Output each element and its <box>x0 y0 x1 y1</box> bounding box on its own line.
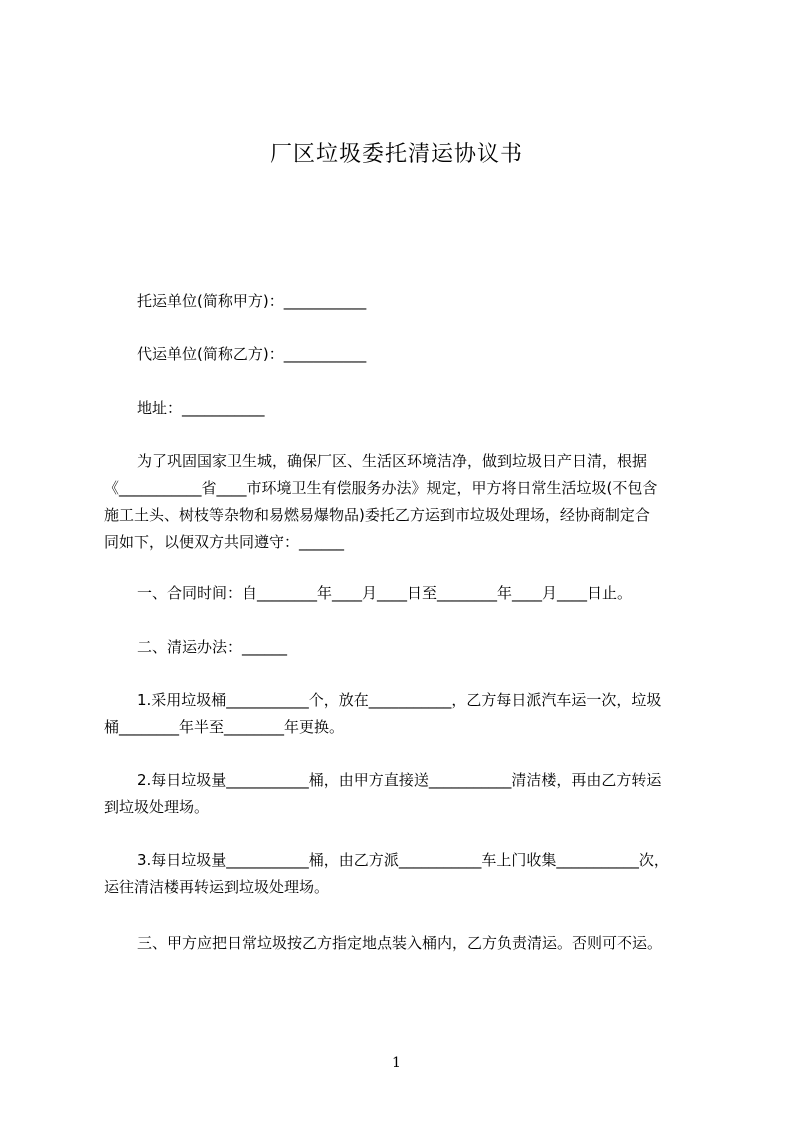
intro-line-3: 施工土头、树枝等杂物和易燃易爆物品)委托乙方运到市垃圾处理场，经协商制定合 <box>104 506 650 524</box>
party-b-field: 代运单位(简称乙方)：___________ <box>137 345 367 363</box>
document-title: 厂区垃圾委托清运协议书 <box>269 142 523 167</box>
section-method: 二、清运办法：______ <box>137 638 288 656</box>
method-item-1 <box>104 687 704 741</box>
intro-line-2: 《___________省____市环境卫生有偿服务办法》规定，甲方将日常生活垃圾(不包含 <box>104 479 658 497</box>
address-field: 地址：___________ <box>137 399 265 417</box>
method-item-1-line-1: 1.采用垃圾桶___________个，放在___________，乙方每日派汽车运一次，垃圾 <box>137 691 662 709</box>
page-number: 1 <box>392 1055 401 1071</box>
intro-paragraph <box>104 448 704 556</box>
intro-line-1: 为了巩固国家卫生城，确保厂区、生活区环境洁净，做到垃圾日产日清，根据 <box>137 452 648 470</box>
section-contract-period: 一、合同时间：自________年____月____日至________年____月____日止。 <box>137 584 633 602</box>
method-item-2-line-1: 2.每日垃圾量___________桶，由甲方直接送___________清洁楼，再由乙方转运 <box>137 771 662 789</box>
method-item-2-line-2: 到垃圾处理场。 <box>104 798 210 816</box>
method-item-3-line-1: 3.每日垃圾量___________桶，由乙方派___________车上门收集___________次， <box>137 851 669 869</box>
method-item-3 <box>104 847 704 901</box>
section-party-a-duty: 三、甲方应把日常垃圾按乙方指定地点装入桶内，乙方负责清运。否则可不运。 <box>137 934 663 952</box>
method-item-2 <box>104 767 704 821</box>
method-item-3-line-2: 运往清洁楼再转运到垃圾处理场。 <box>104 878 330 896</box>
intro-line-4: 同如下，以便双方共同遵守：______ <box>104 533 345 551</box>
party-a-field: 托运单位(简称甲方)：___________ <box>137 292 367 310</box>
method-item-1-line-2: 桶________年半至________年更换。 <box>104 718 345 736</box>
